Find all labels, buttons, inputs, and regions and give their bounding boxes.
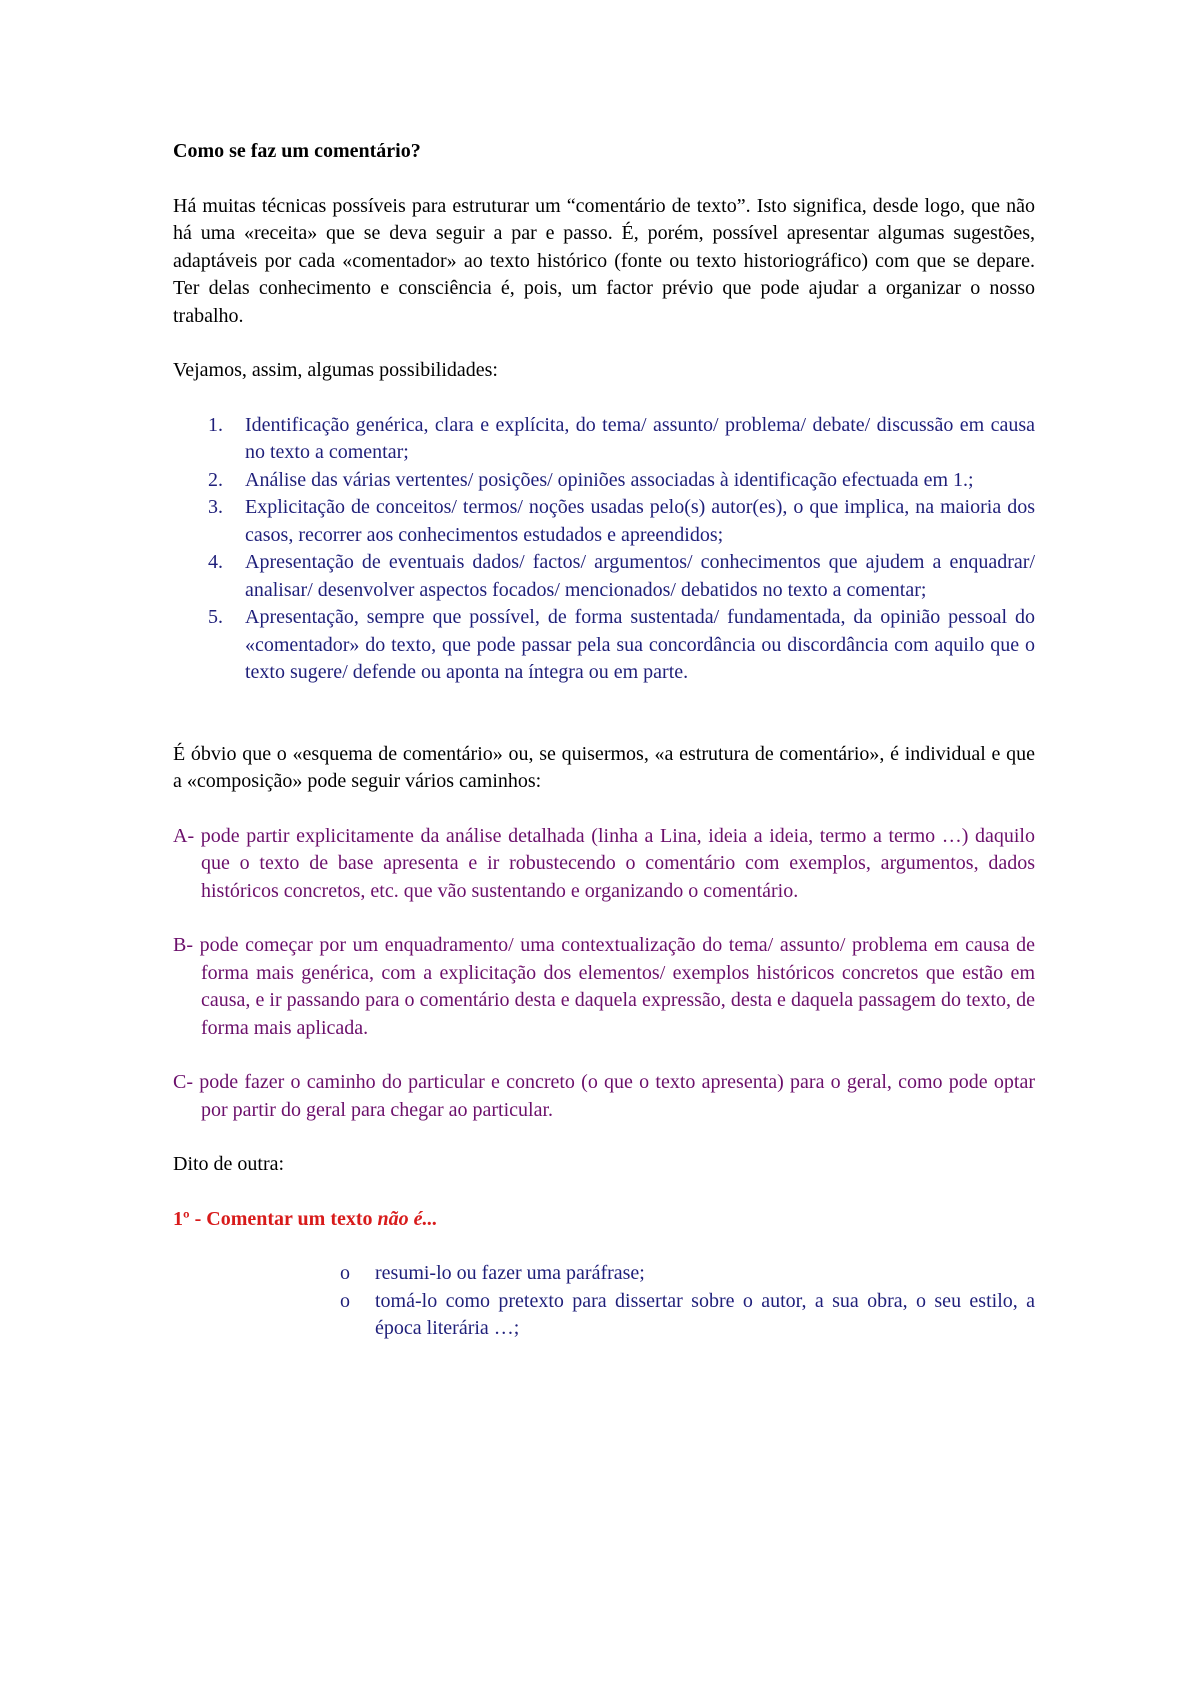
list-number: 5. bbox=[208, 606, 223, 628]
list-item bbox=[173, 467, 1035, 495]
document-page bbox=[173, 138, 1035, 1343]
list-number: 4. bbox=[208, 551, 223, 573]
list-item bbox=[173, 1288, 1035, 1343]
obvious-paragraph: É óbvio que o «esquema de comentário» ou, se quisermos, «a estrutura de comentário», é individual e que a «composição» pode seguir vários caminhos: bbox=[173, 742, 1035, 792]
list-item-text: Análise das várias vertentes/ posições/ opiniões associadas à identificação efectuada em 1.; bbox=[245, 468, 974, 491]
section-heading-emphasis: não é... bbox=[377, 1207, 438, 1230]
list-item-text: Apresentação de eventuais dados/ factos/ argumentos/ conhecimentos que ajudem a enquadrar/ analisar/ desenvolver aspectos focados/ mencionados/ debatidos no texto a comentar; bbox=[245, 551, 1035, 601]
bullet-marker: o bbox=[340, 1262, 350, 1284]
list-item-text: resumi-lo ou fazer uma paráfrase; bbox=[375, 1262, 645, 1284]
intro-paragraph: Há muitas técnicas possíveis para estruturar um “comentário de texto”. Isto significa, desde logo, que não há uma «receita» que se deva seguir a par e passo. É, porém, possível apresentar algumas sugestões, adaptáveis por cada «comentador» ao texto histórico (fonte ou texto historiográfico) com que se depare. Ter delas conhecimento e consciência é, pois, um factor prévio que pode ajudar a organizar o nosso trabalho. bbox=[173, 194, 1035, 327]
path-c bbox=[173, 1069, 1035, 1124]
possibilities-intro: Vejamos, assim, algumas possibilidades: bbox=[173, 359, 498, 381]
path-c-text: C- pode fazer o caminho do particular e concreto (o que o texto apresenta) para o geral, como pode optar por partir do geral para chegar ao particular. bbox=[173, 1071, 1035, 1121]
bullet-marker: o bbox=[340, 1289, 350, 1312]
list-item bbox=[173, 412, 1035, 467]
path-a bbox=[173, 823, 1035, 906]
said-otherwise: Dito de outra: bbox=[173, 1153, 285, 1175]
section-heading-prefix: 1º - Comentar um texto bbox=[173, 1207, 378, 1230]
document-title: Como se faz um comentário? bbox=[173, 140, 421, 162]
list-item-text: Explicitação de conceitos/ termos/ noções usadas pelo(s) autor(es), o que implica, na maioria dos casos, recorrer aos conhecimentos estudados e apreendidos; bbox=[245, 496, 1035, 546]
list-number: 3. bbox=[208, 496, 223, 518]
list-item bbox=[173, 494, 1035, 549]
list-item bbox=[173, 604, 1035, 687]
not-list bbox=[173, 1260, 1035, 1343]
list-item-text: Identificação genérica, clara e explícita, do tema/ assunto/ problema/ debate/ discussão em causa no texto a comentar; bbox=[245, 413, 1035, 463]
path-b-text: B- pode começar por um enquadramento/ uma contextualização do tema/ assunto/ problema em causa de forma mais genérica, com a explicitação dos elementos/ exemplos históricos concretos que estão em causa, e ir passando para o comentário desta e daquela expressão, desta e daquela passagem do texto, de forma mais aplicada. bbox=[173, 934, 1035, 1039]
list-number: 1. bbox=[208, 413, 223, 436]
list-item-text: Apresentação, sempre que possível, de forma sustentada/ fundamentada, da opinião pessoal do «comentador» do texto, que pode passar pela sua concordância ou discordância com aquilo que o texto sugere/ defende ou aponta na íntegra ou em parte. bbox=[245, 606, 1035, 683]
list-item-text: tomá-lo como pretexto para dissertar sobre o autor, a sua obra, o seu estilo, a época literária …; bbox=[375, 1289, 1035, 1339]
list-item bbox=[173, 1260, 1035, 1288]
list-number: 2. bbox=[208, 468, 223, 491]
section-heading bbox=[173, 1206, 1035, 1234]
path-b bbox=[173, 932, 1035, 1042]
list-item bbox=[173, 549, 1035, 604]
path-a-text: A- pode partir explicitamente da análise detalhada (linha a Lina, ideia a ideia, termo a termo …) daquilo que o texto de base apresenta e ir robustecendo o comentário com exemplos, argumentos, dados históricos concretos, etc. que vão sustentando e organizando o comentário. bbox=[173, 824, 1035, 902]
possibilities-list bbox=[173, 412, 1035, 687]
